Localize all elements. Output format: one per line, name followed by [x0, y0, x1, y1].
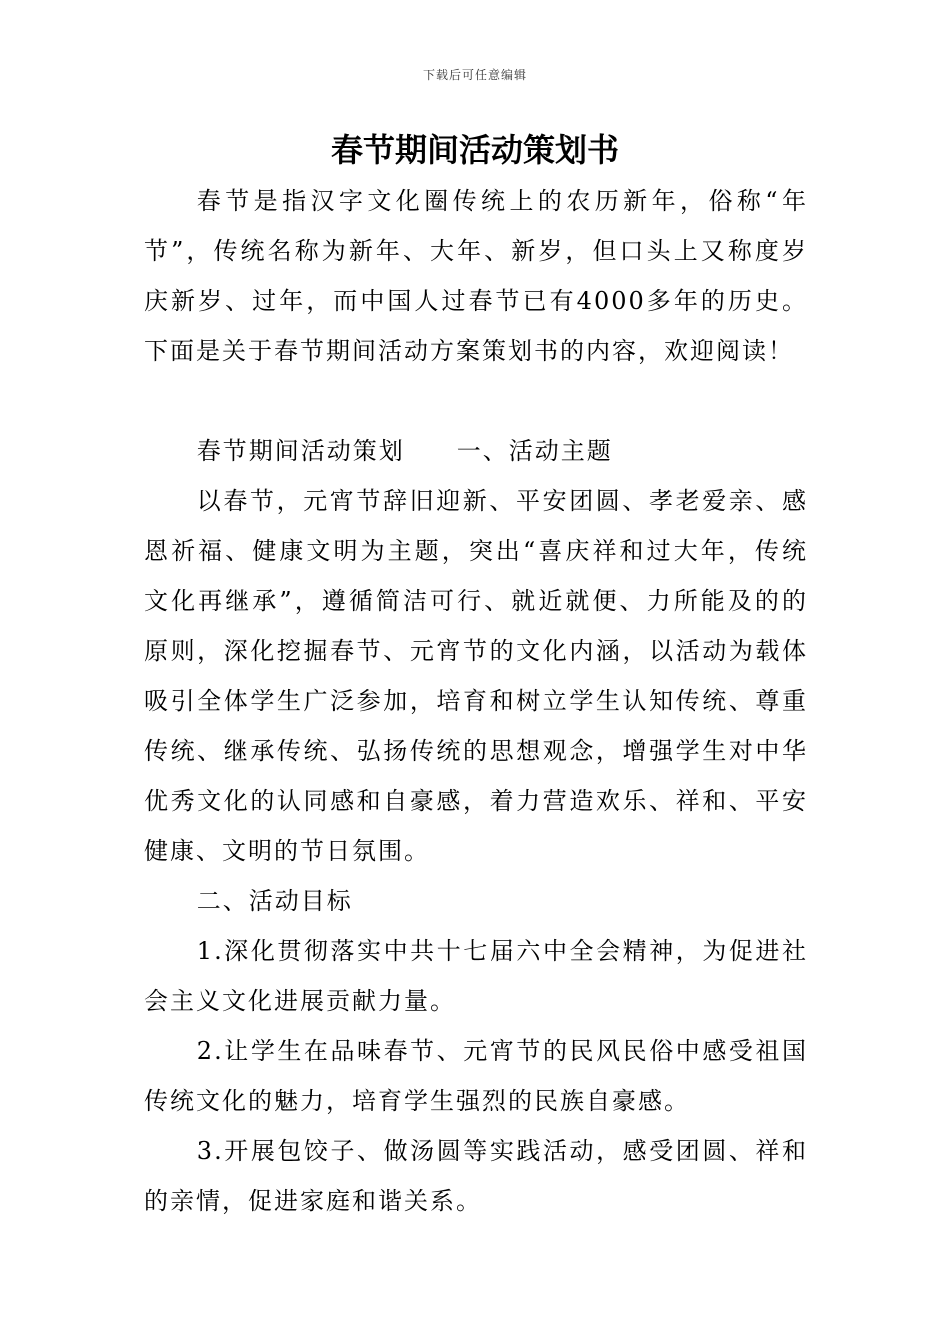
section-one-label: 春节期间活动策划	[196, 437, 405, 465]
goal-item-2: 2.让学生在品味春节、元宵节的民风民俗中感受祖国传统文化的魅力，培育学生强烈的民族自豪感。	[144, 1037, 808, 1115]
goal-item-3: 3.开展包饺子、做汤圆等实践活动，感受团圆、祥和的亲情，促进家庭和谐关系。	[144, 1137, 808, 1215]
section-two-heading: 二、活动目标	[196, 887, 353, 915]
header-note: 下载后可任意编辑	[422, 68, 527, 82]
section-one-heading-line	[144, 426, 808, 476]
goal-item-1: 1.深化贯彻落实中共十七届六中全会精神，为促进社会主义文化进展贡献力量。	[144, 937, 808, 1015]
section-one-heading: 一、活动主题	[456, 437, 613, 465]
blank-line	[144, 376, 808, 426]
document-title: 春节期间活动策划书	[330, 131, 619, 169]
section-one-body: 以春节，元宵节辞旧迎新、平安团圆、孝老爱亲、感恩祈福、健康文明为主题，突出“喜庆祥和过大年，传统文化再继承”，遵循简洁可行、就近就便、力所能及的的原则，深化挖掘春节、元宵节的文化内涵，以活动为载体吸引全体学生广泛参加，培育和树立学生认知传统、尊重传统、继承传统、弘扬传统的思想观念，增强学生对中华优秀文化的认同感和自豪感，着力营造欢乐、祥和、平安健康、文明的节日氛围。	[144, 487, 808, 865]
intro-paragraph: 春节是指汉字文化圈传统上的农历新年，俗称“年节”，传统名称为新年、大年、新岁，但口头上又称度岁庆新岁、过年，而中国人过春节已有4000多年的历史。下面是关于春节期间活动方案策划书的内容，欢迎阅读！	[144, 187, 808, 365]
document-body	[144, 176, 808, 1226]
